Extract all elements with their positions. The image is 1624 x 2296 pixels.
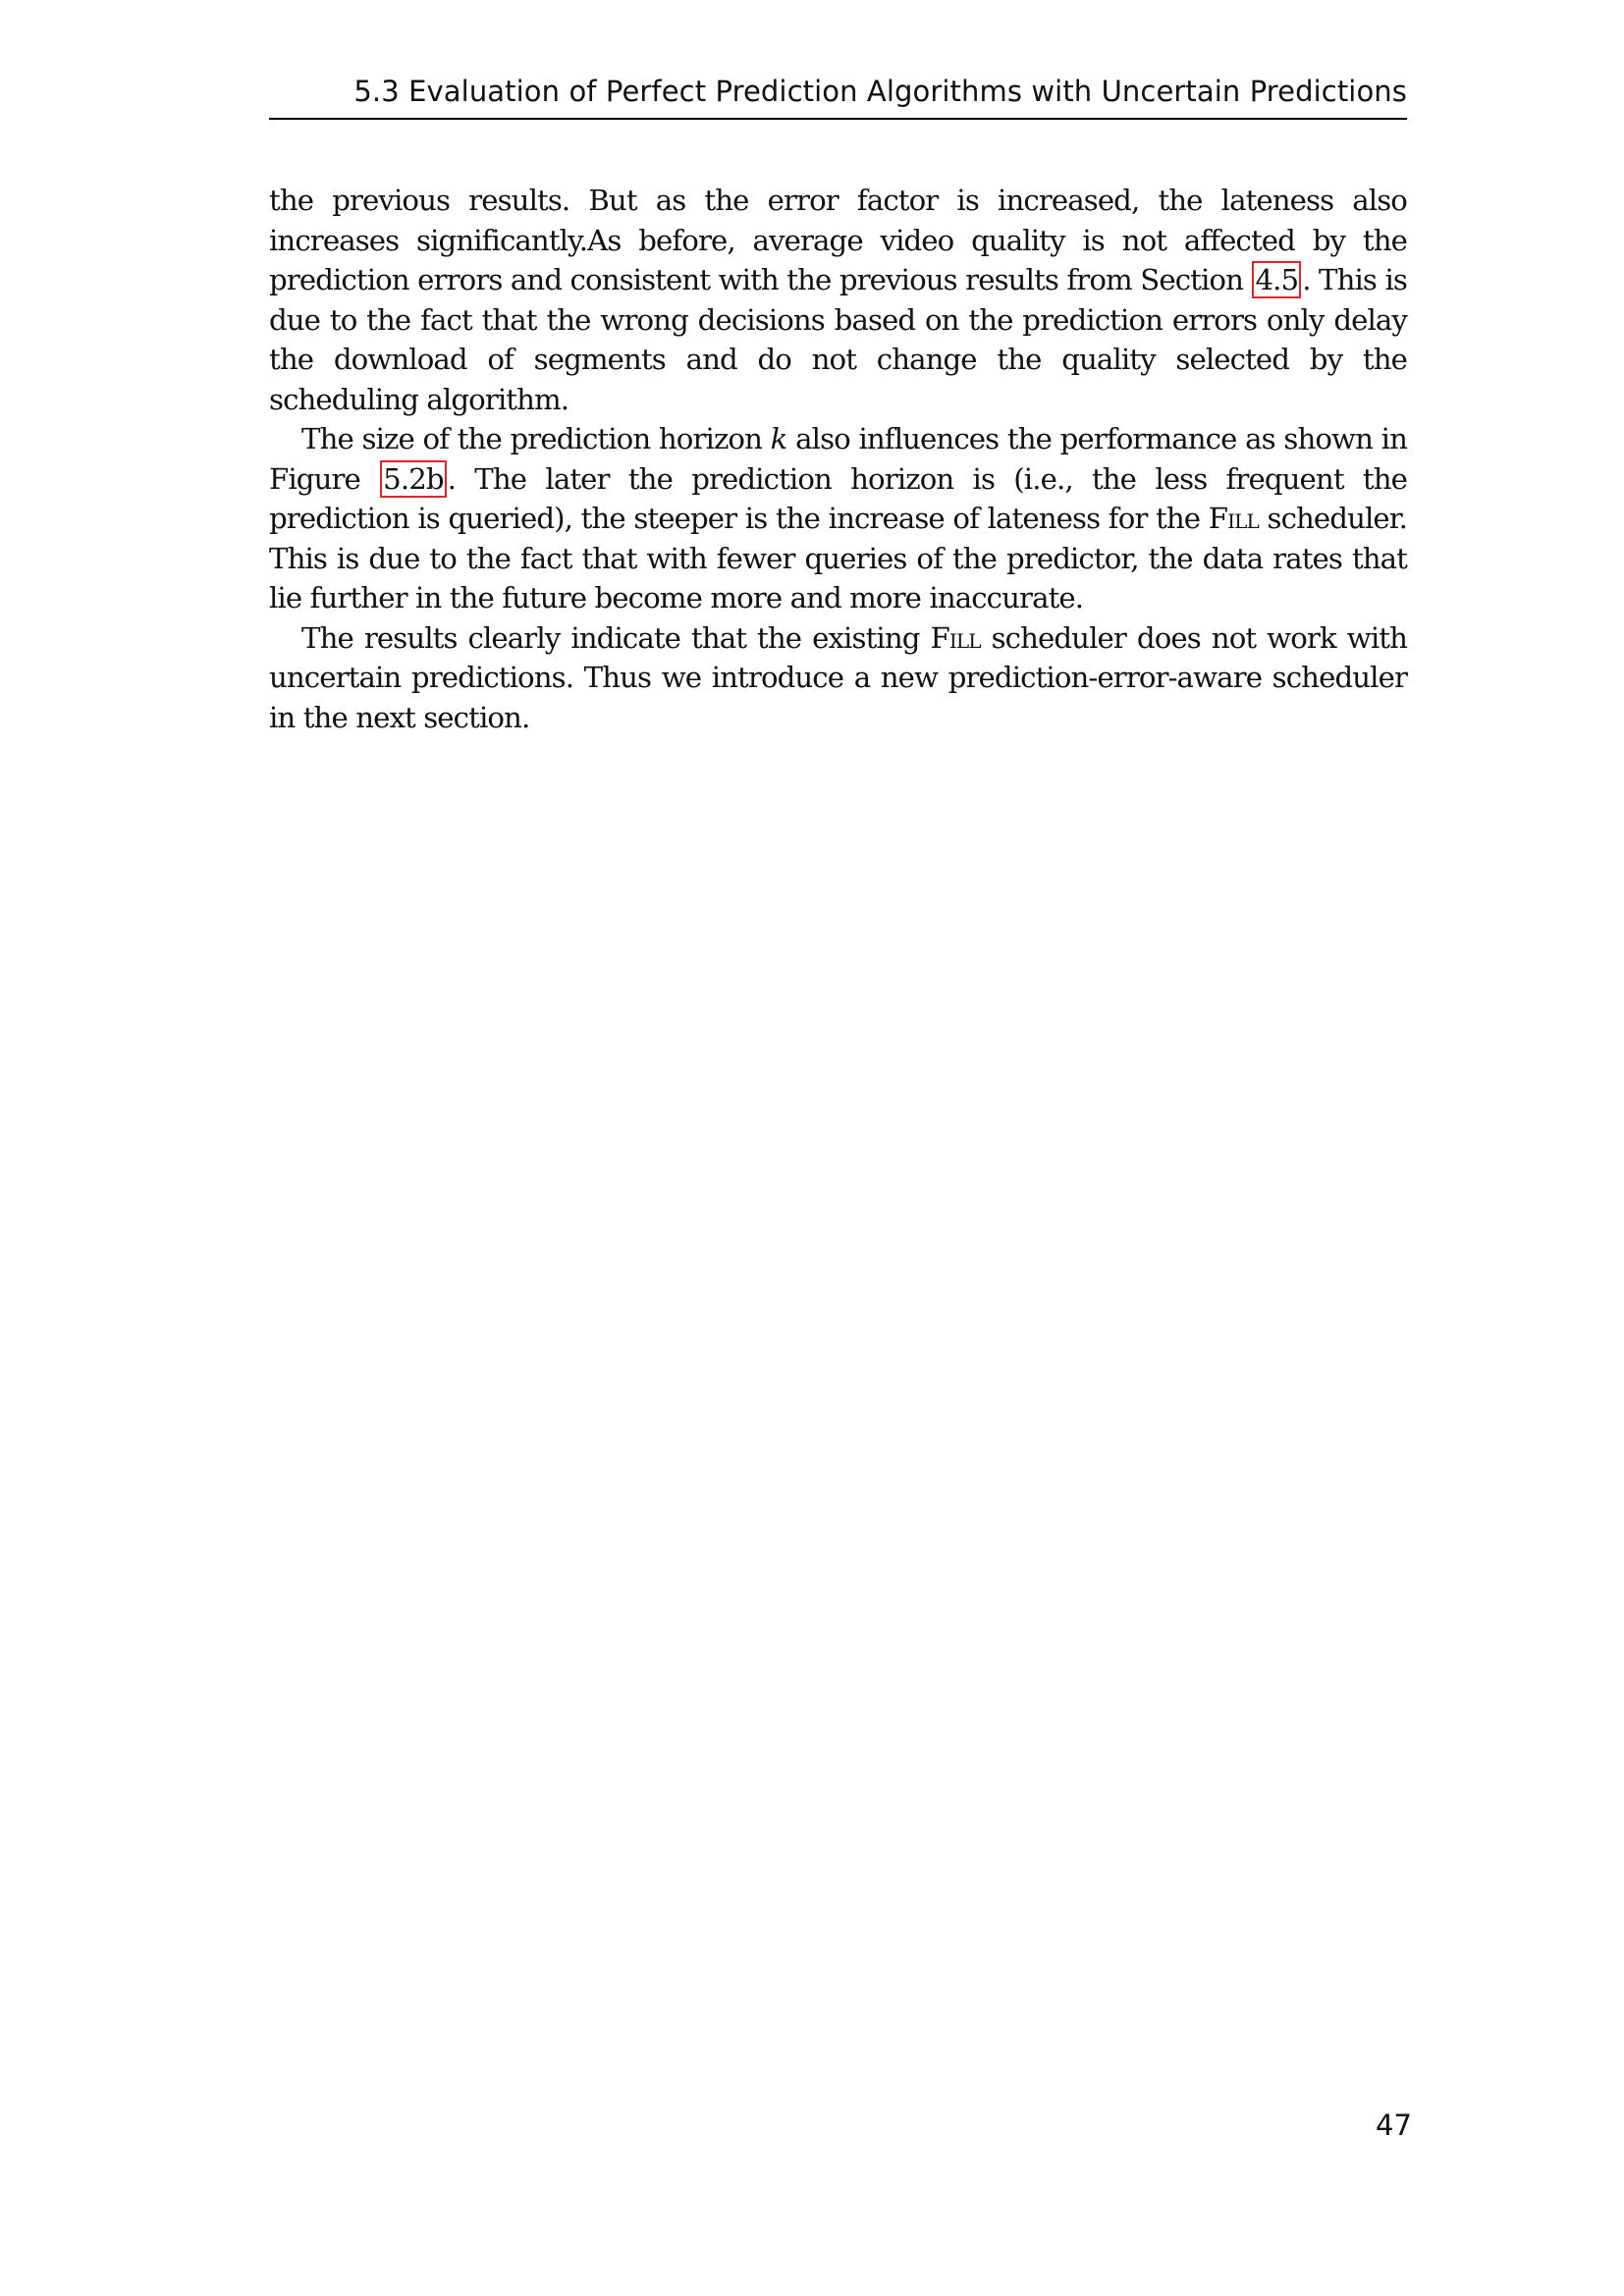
paragraph-2-text-b: also influences the performance as shown in Figure bbox=[269, 422, 1408, 496]
paragraph-2-text-a: The size of the prediction horizon bbox=[301, 422, 771, 455]
section-4-5-link[interactable]: 4.5 bbox=[1252, 261, 1301, 298]
paragraph-3 bbox=[269, 618, 1407, 738]
page-number: 47 bbox=[1376, 2109, 1412, 2142]
paragraph-2-text-d: scheduler. This is due to the fact that with fewer queries of the predictor, the data rates that lie further in the future become more and more inaccurate. bbox=[269, 502, 1407, 614]
math-variable-k: k bbox=[770, 422, 787, 455]
fill-scheduler-name: Fill bbox=[1208, 502, 1259, 535]
paragraph-2-text-c: . The later the prediction horizon is (i.e., the less frequent the prediction is queried), the steeper is the increase of lateness for the bbox=[269, 461, 1407, 535]
paragraph-1 bbox=[269, 181, 1407, 419]
paragraph-2 bbox=[269, 419, 1407, 618]
paragraph-3-text-b: scheduler does not work with uncertain predictions. Thus we introduce a new prediction-error-aware scheduler in the next section. bbox=[269, 620, 1407, 734]
paragraph-1-text-b: . This is due to the fact that the wrong decisions based on the prediction errors only delay the download of segments and do not change the quality selected by the scheduling algorithm. bbox=[269, 263, 1407, 416]
fill-scheduler-name: Fill bbox=[930, 620, 981, 655]
running-header bbox=[269, 73, 1407, 120]
figure-5-2b-link[interactable]: 5.2b bbox=[380, 460, 447, 498]
running-header-title: 5.3 Evaluation of Perfect Prediction Algorithms with Uncertain Predictions bbox=[353, 75, 1407, 108]
body-text bbox=[269, 181, 1407, 737]
paragraph-3-text-a: The results clearly indicate that the existing bbox=[301, 620, 931, 655]
paragraph-1-text-a: the previous results. But as the error factor is increased, the lateness also increases significantly.As before, average video quality is not affected by the prediction errors and consistent with the previous results from Section bbox=[269, 184, 1407, 296]
